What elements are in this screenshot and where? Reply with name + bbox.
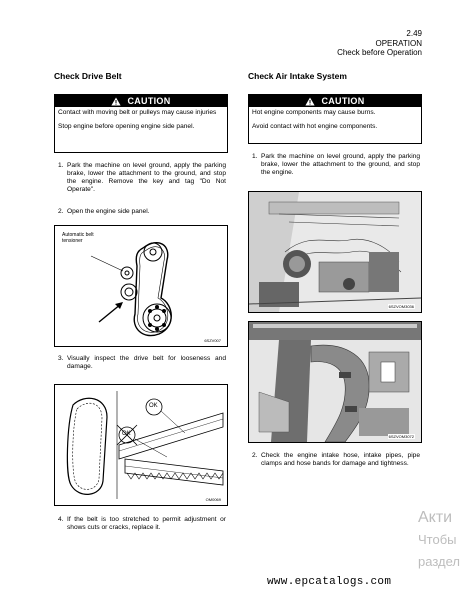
step-number: 3. bbox=[58, 355, 64, 362]
caution-text-1: Contact with moving belt or pulleys may cause injuries bbox=[58, 109, 217, 116]
ok-label: OK bbox=[122, 431, 131, 437]
inspection-arrow-icon bbox=[99, 302, 123, 322]
caution-text-1: Hot engine components may cause burns. bbox=[252, 109, 376, 116]
caution-label: CAUTION bbox=[321, 96, 365, 106]
drive-belt-caution-box bbox=[54, 94, 228, 153]
belt-drive-illustration bbox=[55, 226, 227, 346]
intake-hose-figure bbox=[248, 321, 422, 443]
warning-triangle-icon bbox=[111, 97, 121, 106]
step-text: Park the machine on level ground, apply the parking brake, lower the attachment to the ground, and stop the engine. bbox=[261, 153, 420, 176]
step-item bbox=[58, 208, 226, 216]
air-intake-caution-box bbox=[248, 94, 422, 144]
caution-label: CAUTION bbox=[127, 96, 171, 106]
step-item bbox=[58, 355, 226, 371]
belt-tensioner-figure bbox=[54, 225, 228, 347]
figure-code: OM0069 bbox=[205, 497, 221, 502]
engine-compartment-figure bbox=[248, 191, 422, 313]
activation-watermark bbox=[418, 507, 460, 573]
section-title: Check before Operation bbox=[337, 48, 422, 57]
step-text: Open the engine side panel. bbox=[67, 208, 150, 215]
drive-belt-heading: Check Drive Belt bbox=[54, 71, 122, 81]
engine-photo-illustration bbox=[249, 192, 421, 312]
step-number: 1. bbox=[58, 162, 64, 169]
step-number: 4. bbox=[58, 516, 64, 523]
step-number: 1. bbox=[252, 153, 258, 160]
watermark-line: раздел bbox=[418, 554, 460, 569]
watermark-line: Акти bbox=[418, 509, 453, 526]
caution-bar bbox=[55, 95, 227, 107]
figure-code: 6SZVOM3072 bbox=[388, 434, 414, 439]
step-item bbox=[58, 162, 226, 194]
caution-bar bbox=[249, 95, 421, 107]
step-item bbox=[252, 153, 420, 177]
step-item bbox=[58, 516, 226, 532]
caution-text-2: Avoid contact with hot engine components. bbox=[252, 123, 378, 130]
step-text: Check the engine intake hose, intake pipes, pipe clamps and hose bands for damage and tightness. bbox=[261, 452, 420, 467]
step-number: 2. bbox=[252, 452, 258, 459]
ok-label: OK bbox=[149, 403, 158, 409]
step-text: Visually inspect the drive belt for looseness and damage. bbox=[67, 355, 226, 370]
figure-code: 6SZV007 bbox=[204, 338, 221, 343]
figure-code: 6SZVOM3036 bbox=[388, 304, 414, 309]
warning-triangle-icon bbox=[305, 97, 315, 106]
intake-hose-photo-illustration bbox=[249, 322, 421, 442]
step-text: Park the machine on level ground, apply the parking brake, lower the attachment to the ground, and stop the engine. Remove the key and tag "Do Not Operate". bbox=[67, 162, 226, 193]
watermark-line: Чтобы bbox=[418, 532, 457, 547]
caution-text-2: Stop engine before opening engine side panel. bbox=[58, 123, 195, 130]
belt-inspection-figure bbox=[54, 384, 228, 506]
tensioner-callout-label: Automatic belt tensioner bbox=[62, 232, 94, 244]
step-text: If the belt is too stretched to permit adjustment or shows cuts or cracks, replace it. bbox=[67, 516, 226, 531]
air-intake-heading: Check Air Intake System bbox=[248, 71, 347, 81]
page-header bbox=[337, 29, 422, 58]
step-item bbox=[252, 452, 420, 468]
chapter-title: OPERATION bbox=[375, 38, 422, 48]
belt-condition-illustration bbox=[55, 385, 227, 505]
step-number: 2. bbox=[58, 208, 64, 215]
page-number: 2.49 bbox=[406, 29, 422, 38]
footer-site-link[interactable]: www.epcatalogs.com bbox=[267, 576, 392, 588]
